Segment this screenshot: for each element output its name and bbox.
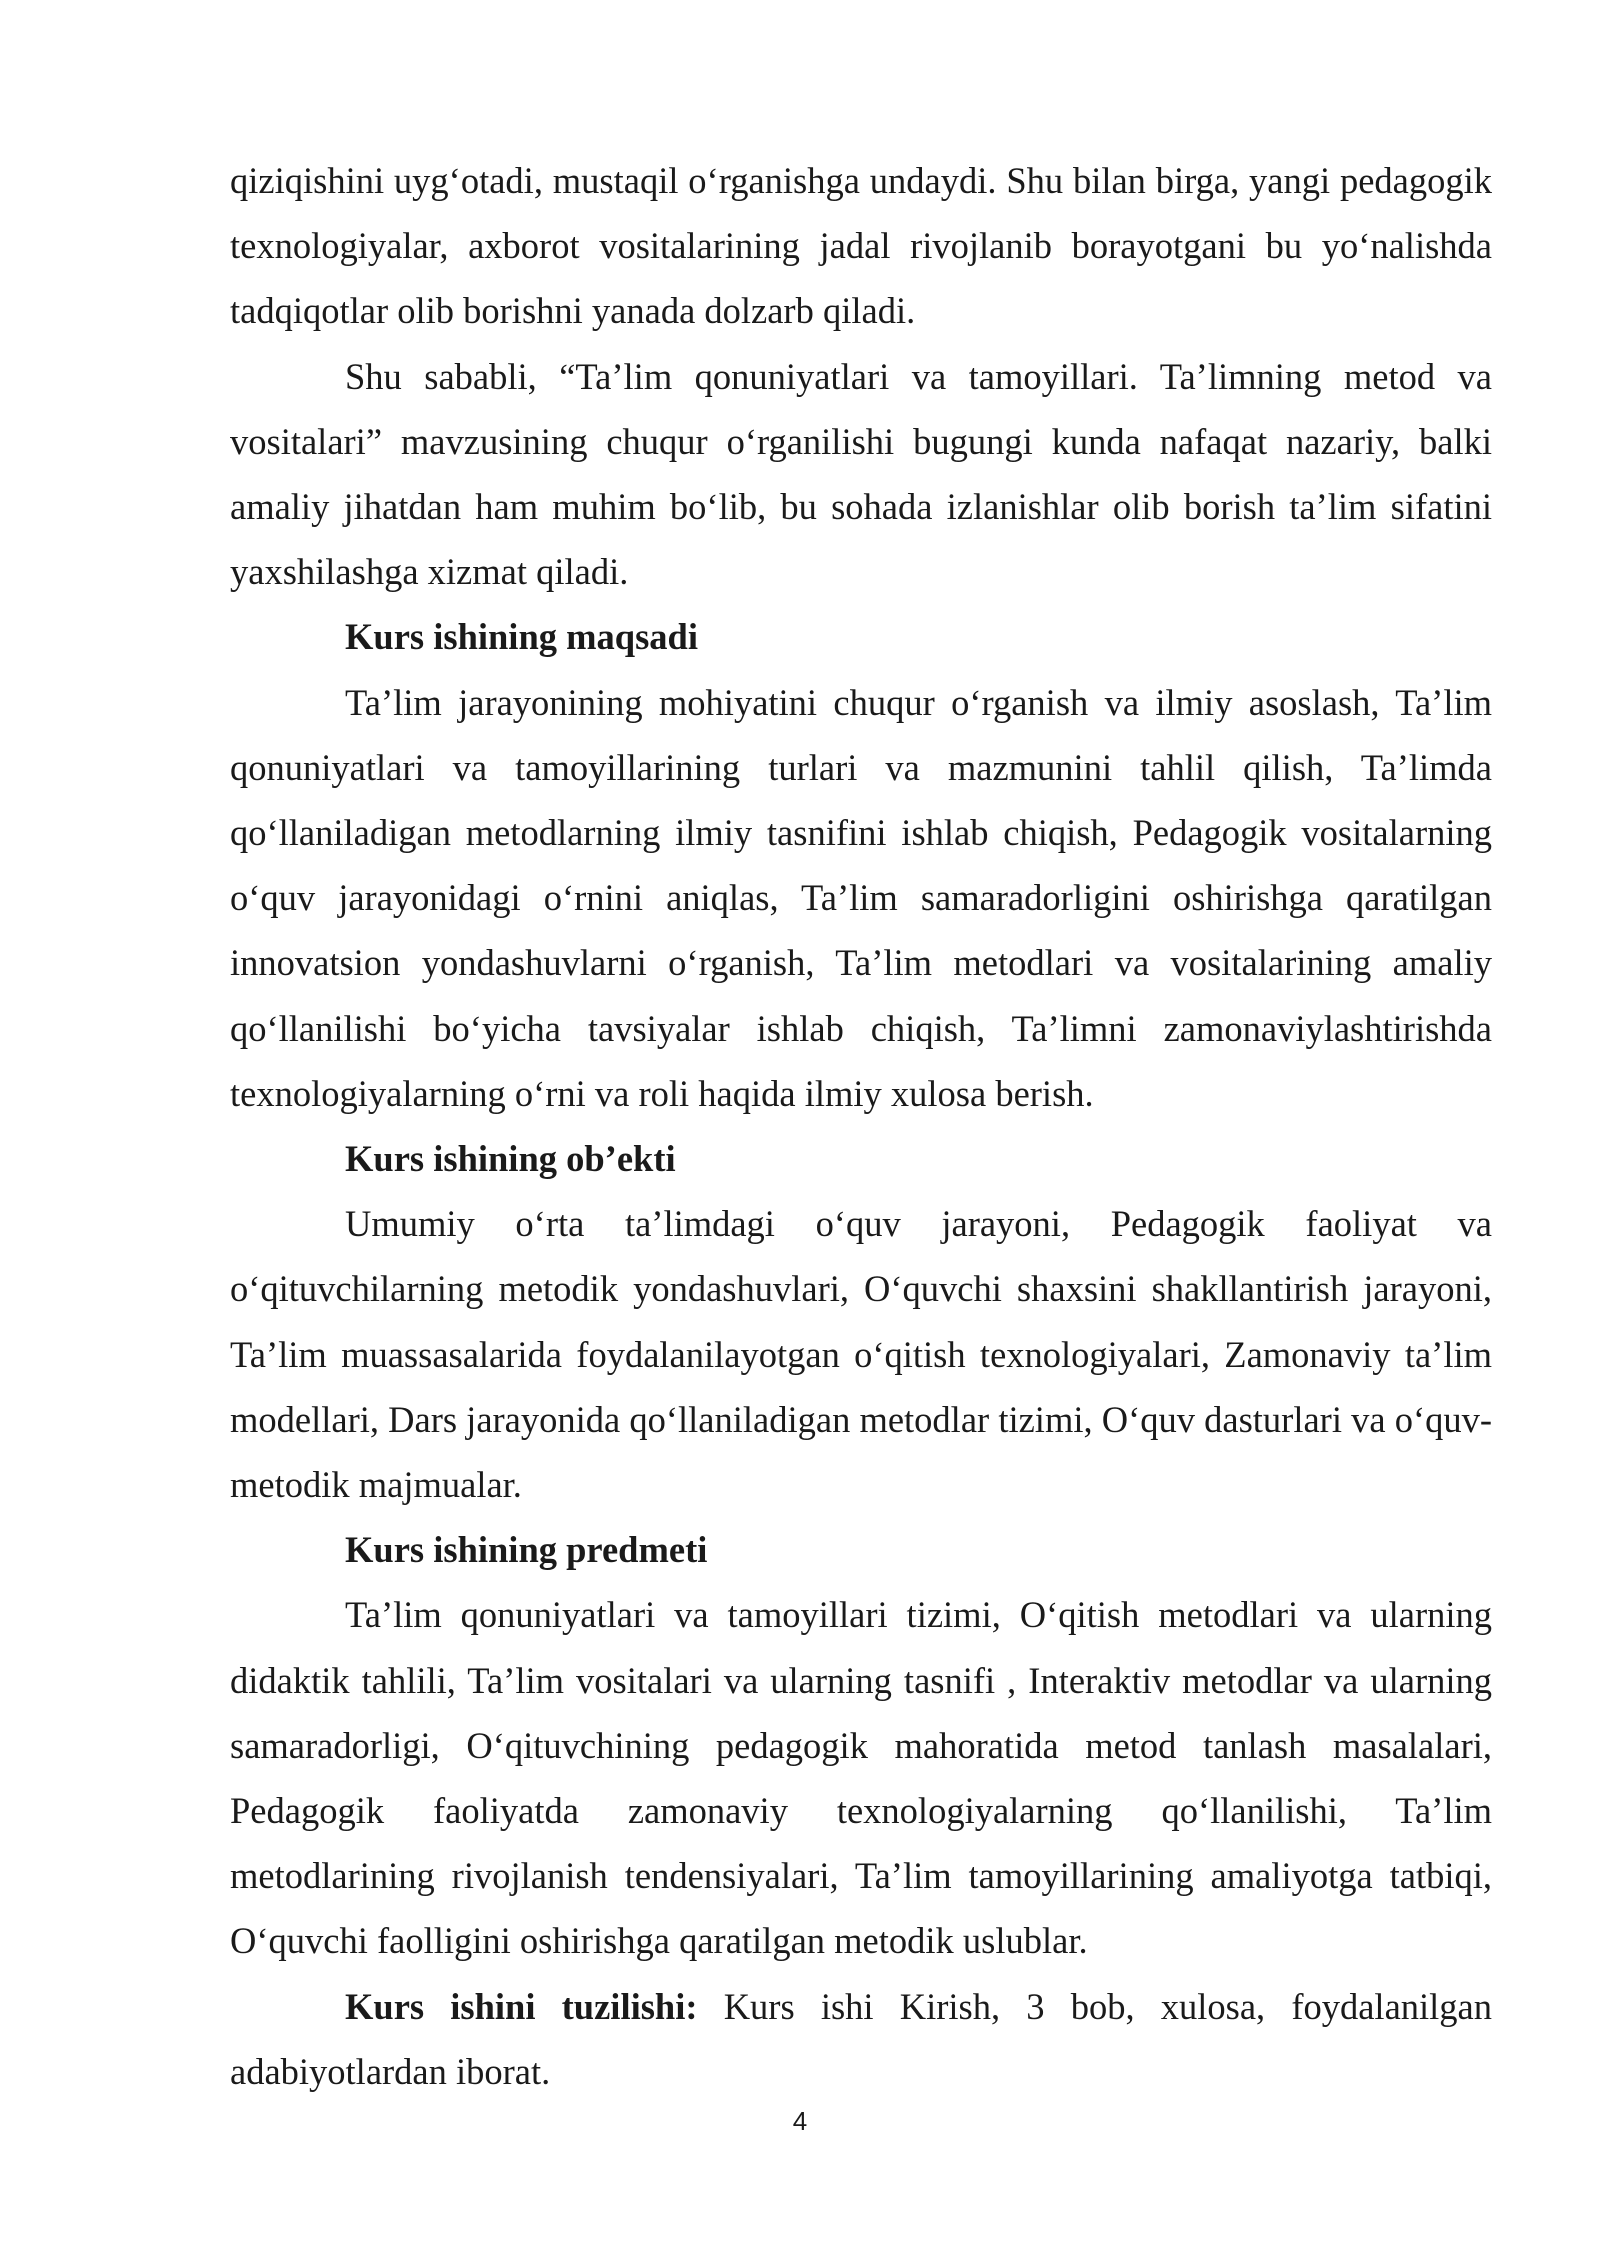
paragraph-structure <box>230 1974 1492 2104</box>
page-number: 4 <box>792 2106 808 2136</box>
paragraph-object: Umumiy oʻrta ta’limdagi oʻquv jarayoni, Pedagogik faoliyat va oʻqituvchilarning metodik yondashuvlari, Oʻquvchi shaxsini shakllantirish jarayoni, Ta’lim muassasalarida foydalanilayotgan oʻqitish texnologiyalari, Zamonaviy ta’lim modellari, Dars jarayonida qoʻllaniladigan metodlar tizimi, Oʻquv dasturlari va oʻquv-metodik majmualar. <box>230 1203 1492 1506</box>
document-page <box>230 148 1492 2104</box>
paragraph-continuation: qiziqishini uygʻotadi, mustaqil oʻrganishga undaydi. Shu bilan birga, yangi pedagogik texnologiyalar, axborot vositalarining jadal rivojlanib borayotgani bu yoʻnalishda tadqiqotlar olib borishni yanada dolzarb qiladi. <box>230 160 1492 332</box>
structure-label: Kurs ishini tuzilishi: <box>345 1985 698 2027</box>
heading-goal: Kurs ishining maqsadi <box>345 616 698 658</box>
heading-object: Kurs ishining ob’ekti <box>345 1138 676 1180</box>
paragraph-relevance: Shu sababli, “Ta’lim qonuniyatlari va tamoyillari. Ta’limning metod va vositalari” mavzusining chuqur oʻrganilishi bugungi kunda nafaqat nazariy, balki amaliy jihatdan ham muhim boʻlib, bu sohada izlanishlar olib borish ta’lim sifatini yaxshilashga xizmat qiladi. <box>230 355 1492 593</box>
paragraph-subject: Ta’lim qonuniyatlari va tamoyillari tizimi, Oʻqitish metodlari va ularning didaktik tahlili, Ta’lim vositalari va ularning tasnifi , Interaktiv metodlar va ularning samaradorligi, Oʻqituvchining pedagogik mahoratida metod tanlash masalalari, Pedagogik faoliyatda zamonaviy texnologiyalarning qoʻllanilishi, Ta’lim metodlarining rivojlanish tendensiyalari, Ta’lim tamoyillarining amaliyotga tatbiqi, Oʻquvchi faolligini oshirishga qaratilgan metodik uslublar. <box>230 1594 1492 1962</box>
heading-subject: Kurs ishining predmeti <box>345 1529 708 1571</box>
structure-text: Kurs ishi Kirish, 3 bob, xulosa, foydalanilgan adabiyotlardan iborat. <box>230 1985 1492 2092</box>
paragraph-goal: Ta’lim jarayonining mohiyatini chuqur oʻrganish va ilmiy asoslash, Ta’lim qonuniyatlari va tamoyillarining turlari va mazmunini tahlil qilish, Ta’limda qoʻllaniladigan metodlarning ilmiy tasnifini ishlab chiqish, Pedagogik vositalarning oʻquv jarayonidagi oʻrnini aniqlas, Ta’lim samaradorligini oshirishga qaratilgan innovatsion yondashuvlarni oʻrganish, Ta’lim metodlari va vositalarining amaliy qoʻllanilishi boʻyicha tavsiyalar ishlab chiqish, Ta’limni zamonaviylashtirishda texnologiyalarning oʻrni va roli haqida ilmiy xulosa berish. <box>230 681 1492 1114</box>
